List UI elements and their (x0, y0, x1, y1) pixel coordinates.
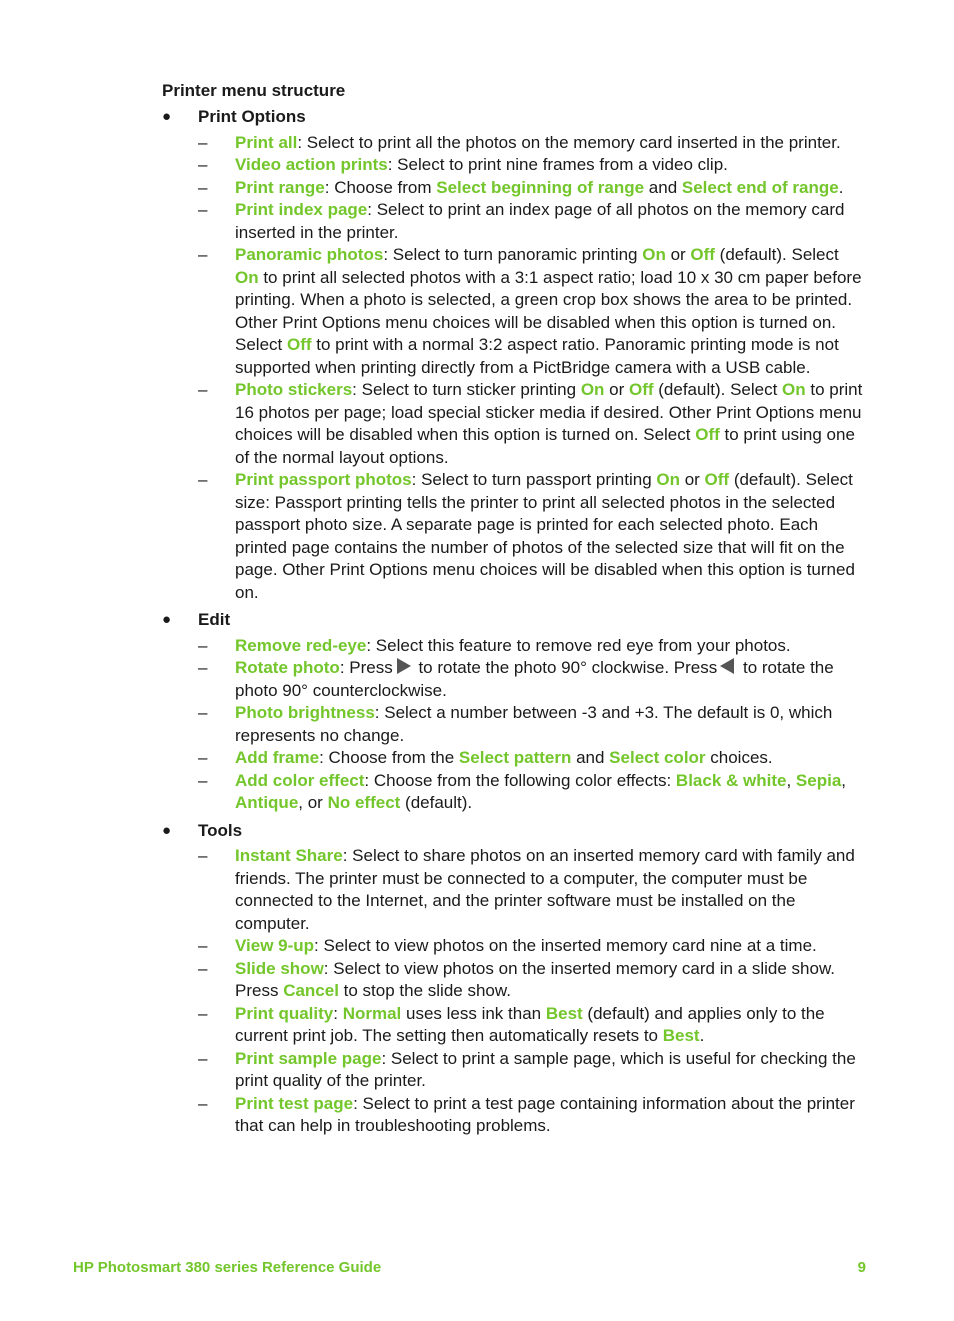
dash: – (198, 132, 208, 152)
list-item-print-sample-page (198, 1048, 867, 1093)
choice-name: Off (704, 470, 730, 489)
list-item-slide-show (198, 958, 867, 1003)
section-title-edit (162, 609, 954, 635)
choice-name: Antique (235, 793, 299, 812)
option-description: or (665, 245, 691, 264)
dash: – (198, 658, 208, 677)
option-description: and (644, 177, 682, 197)
option-description: , (841, 770, 847, 790)
dash: – (198, 1048, 208, 1068)
option-name: Print quality (235, 1003, 334, 1023)
dash: – (198, 846, 208, 865)
option-name: Photo brightness (235, 703, 375, 722)
list-item-view-9-up (198, 935, 867, 958)
bullet: ● (162, 821, 172, 839)
option-description: uses less ink than (401, 1003, 546, 1023)
option-description: to print using one of the normal layout options. (235, 425, 855, 467)
choice-name: On (656, 470, 680, 489)
option-description: : Select a number between -3 and +3. The default is 0, which represents no change. (235, 703, 833, 745)
option-description: : Choose from the (319, 748, 459, 767)
menu-structure (0, 106, 954, 1138)
dash: – (198, 200, 208, 219)
list-item-print-all (198, 132, 867, 155)
dash: – (198, 770, 208, 790)
section-title-print-options (162, 106, 954, 132)
choice-name: Sepia (795, 770, 842, 790)
footer-guide-title: HP Photosmart 380 series Reference Guide (73, 1259, 382, 1276)
list-item-photo-brightness (198, 702, 867, 747)
section-title-label: Tools (198, 820, 243, 840)
option-name: Rotate photo (235, 658, 340, 677)
bullet: ● (162, 108, 172, 125)
option-description: to rotate the photo 90° counterclockwise. (235, 658, 834, 700)
choice-name: Select color (609, 748, 706, 767)
list-item-panoramic-photos (198, 244, 867, 379)
option-description: to print with a normal 3:2 aspect ratio. Panoramic printing mode is not supported when printing directly from a PictBridge camera with a USB cable. (235, 335, 839, 377)
option-description: to print all selected photos with a 3:1 aspect ratio; load 10 x 30 cm paper before printing. When a photo is selected, a green crop box shows the area to be printed. Other Print Options menu choices will be disabled when this option is turned on. Select (235, 267, 862, 354)
option-description: (default). (400, 793, 473, 812)
section-tools (0, 820, 954, 1138)
dash: – (198, 155, 208, 174)
option-description: : Select to turn sticker printing (352, 380, 581, 399)
dash: – (198, 635, 208, 655)
footer-page-number: 9 (857, 1259, 866, 1276)
option-name: Add frame (235, 748, 320, 767)
left-triangle-icon (720, 658, 734, 674)
option-name: View 9-up (235, 936, 315, 955)
page-heading: Printer menu structure (162, 81, 346, 100)
choice-name: On (580, 380, 605, 399)
option-description: : Select to view photos on the inserted memory card in a slide show. Press (235, 958, 836, 1000)
dash: – (198, 1093, 208, 1113)
dash: – (198, 177, 208, 197)
list-item-remove-red-eye (198, 635, 867, 658)
dash: – (198, 748, 208, 767)
section-edit (0, 609, 954, 815)
dash: – (198, 703, 208, 722)
option-description: (default) and applies only to the current print job. The setting then automatically resets to (235, 1003, 825, 1045)
option-description: or (604, 380, 629, 399)
option-description: : Select to share photos on an inserted memory card with family and friends. The printer must be connected to a computer, the computer must be connected to the Internet, and the printer software must be installed on the computer. (235, 846, 855, 933)
option-description: and (571, 748, 610, 767)
choice-name: Off (690, 245, 715, 264)
section-title-tools (162, 820, 954, 846)
option-description: to rotate the photo 90° clockwise. Press (413, 658, 718, 677)
dash: – (198, 470, 208, 489)
choice-name: On (642, 245, 666, 264)
choice-name: Off (286, 335, 312, 354)
option-name: Photo stickers (235, 380, 353, 399)
option-description: : Select to turn panoramic printing (383, 245, 643, 264)
choice-name: Best (545, 1003, 583, 1023)
list-item-print-test-page (198, 1093, 867, 1138)
option-description: : Select to print a sample page, which is useful for checking the print quality of the printer. (235, 1048, 856, 1090)
option-description: or (679, 470, 705, 489)
option-description: : Choose from the following color effects: (364, 770, 676, 790)
dash: – (198, 936, 208, 955)
option-name: Print sample page (235, 1048, 382, 1068)
dash: – (198, 1003, 208, 1023)
list-item-print-range (198, 177, 867, 200)
list-item-add-color-effect (198, 770, 867, 815)
option-description: : Select to print a test page containing information about the printer that can help in troubleshooting problems. (235, 1093, 855, 1135)
option-name: Video action prints (235, 155, 388, 174)
list-item-instant-share (198, 845, 867, 935)
option-name: Print index page (235, 200, 368, 219)
list-item-rotate-photo (198, 657, 867, 702)
dash: – (198, 245, 208, 264)
choice-name: No effect (327, 793, 401, 812)
dash: – (198, 958, 208, 978)
option-name: Print passport photos (235, 470, 412, 489)
option-description: (default). Select (653, 380, 783, 399)
option-description: : Select this feature to remove red eye from your photos. (366, 635, 791, 655)
choice-name: Off (695, 425, 720, 444)
list-item-photo-stickers (198, 379, 867, 469)
option-description: : Choose from (324, 177, 437, 197)
option-name: Remove red-eye (235, 635, 367, 655)
option-name: Print range (235, 177, 325, 197)
option-description: (default). Select size: Passport printing tells the printer to print all selected photos in the selected passport photo size. A separate page is printed for each selected photo. Each printed page contains the number of photos of the selected size that will fit on the page. Other Print Options menu choices will be disabled when this option is turned on. (235, 470, 855, 602)
choice-name: Best (662, 1026, 700, 1045)
choice-name: On (235, 267, 259, 287)
option-description: : (333, 1003, 343, 1023)
section-print-options (0, 106, 954, 604)
option-description: to stop the slide show. (338, 981, 511, 1000)
right-triangle-icon (397, 658, 411, 674)
choice-name: Off (628, 380, 654, 399)
option-description: (default). Select (714, 245, 839, 264)
list-item-print-passport-photos (198, 469, 867, 604)
option-description: , or (298, 793, 328, 812)
dash: – (198, 380, 208, 399)
option-description: choices. (705, 748, 773, 767)
section-title-label: Edit (198, 610, 231, 629)
option-description: to print 16 photos per page; load special sticker media if desired. Other Print Options menu choices will be disabled when this option is turned on. Select (235, 380, 863, 444)
print-options-list (0, 132, 954, 605)
option-description: : Select to print nine frames from a video clip. (387, 155, 728, 174)
choice-name: Select end of range (681, 177, 839, 197)
option-name: Print all (235, 132, 298, 152)
bullet: ● (162, 611, 172, 628)
option-description: : Select to print all the photos on the memory card inserted in the printer. (297, 132, 841, 152)
list-item-print-index-page (198, 199, 867, 244)
tools-list (0, 845, 954, 1138)
choice-name: Select beginning of range (436, 177, 645, 197)
list-item-add-frame (198, 747, 867, 770)
option-description: . (838, 177, 844, 197)
option-name: Slide show (235, 958, 324, 978)
choice-name: Select pattern (458, 748, 572, 767)
choice-name: Black & white (675, 770, 787, 790)
choice-name: Normal (342, 1003, 402, 1023)
option-name: Instant Share (235, 846, 343, 865)
list-item-video-action-prints (198, 154, 867, 177)
option-description: : Select to view photos on the inserted memory card nine at a time. (314, 936, 817, 955)
choice-name: Cancel (283, 981, 339, 1000)
option-description: . (699, 1026, 705, 1045)
option-description: : Select to turn passport printing (411, 470, 657, 489)
choice-name: On (782, 380, 806, 399)
list-item-print-quality (198, 1003, 867, 1048)
section-title-label: Print Options (198, 107, 306, 126)
edit-list (0, 635, 954, 815)
option-name: Add color effect (235, 770, 365, 790)
option-description: : Press (339, 658, 393, 677)
option-description: : Select to print an index page of all photos on the memory card inserted in the printer. (235, 200, 845, 242)
option-description: , (786, 770, 796, 790)
option-name: Panoramic photos (235, 245, 384, 264)
option-name: Print test page (235, 1093, 354, 1113)
